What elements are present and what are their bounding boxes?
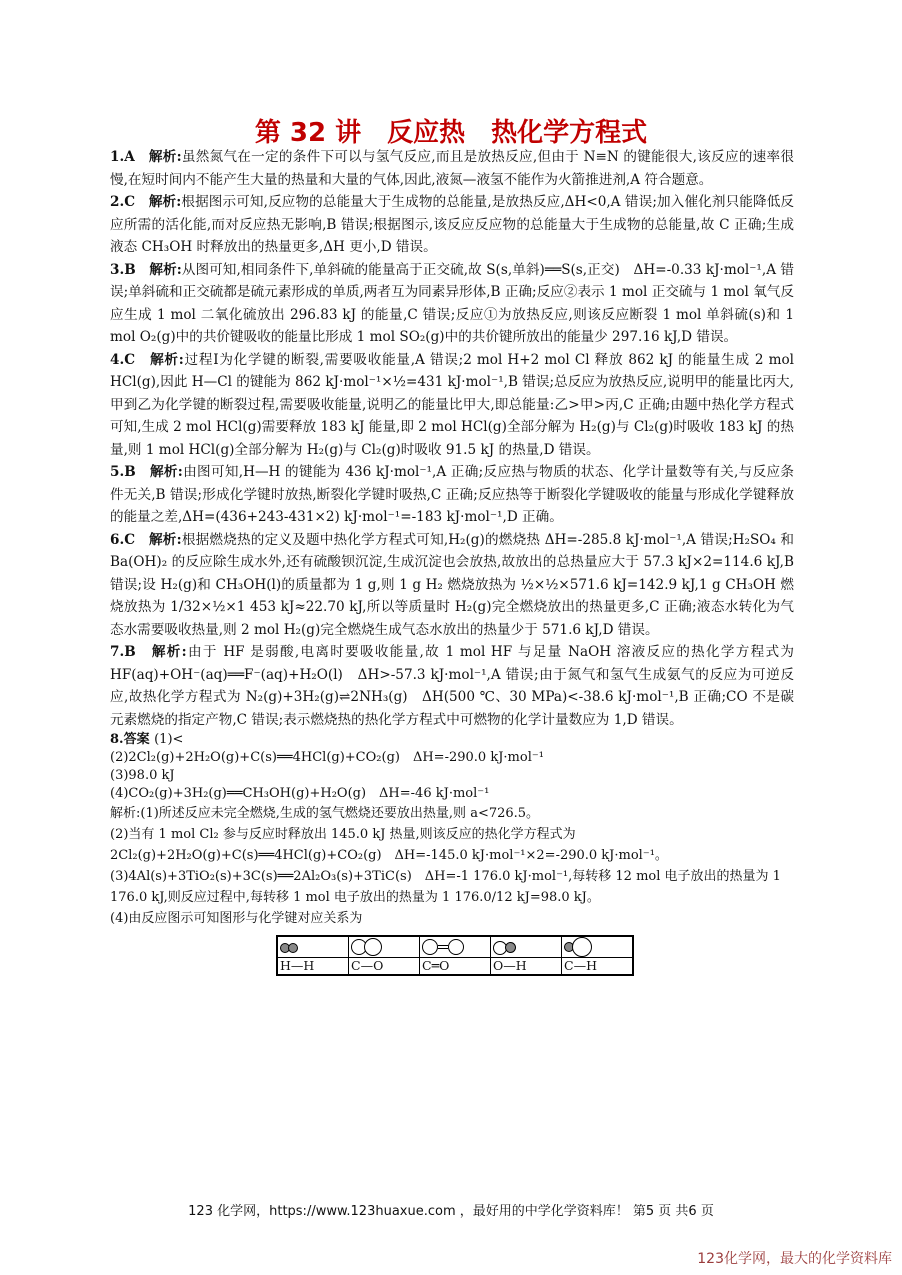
- q8-analysis-4: (3)4Al(s)+3TiO₂(s)+3C(s)══2Al₂O₃(s)+3TiC(s) ΔH=-1 176.0 kJ·mol⁻¹,每转移 12 mol 电子放出的热量为 1 176.0 kJ,则反应过程中,每转移 1 mol 电子放出的热量为 1 176.0/12 kJ=98.0 kJ。: [110, 869, 781, 905]
- answer-item-2: 2.C 解析:根据图示可知,反应物的总能量大于生成物的总能量,是放热反应,ΔH<0,A 错误;加入催化剂只能降低反应所需的活化能,而对反应热无影响,B 错误;根据图示,该反应反应物的总能量大于生成物的总能量,故 C 正确;生成液态 CH₃OH 时释放出的热量更多,ΔH 更小,D 错误。: [110, 194, 794, 255]
- answer-item-1: 1.A 解析:虽然氮气在一定的条件下可以与氢气反应,而且是放热反应,但由于 N≡N 的键能很大,该反应的速率很慢,在短时间内不能产生大量的热量和大量的气体,因此,液氮—液氢不能作为火箭推进剂,A 符合题意。: [110, 149, 794, 188]
- bond-label: C—H: [562, 958, 634, 976]
- c-h-molecule-icon: [562, 936, 634, 958]
- content: [110, 146, 794, 976]
- q8-answer-4: (4)CO₂(g)+3H₂(g)══CH₃OH(g)+H₂O(g) ΔH=-46 kJ·mol⁻¹: [110, 786, 490, 801]
- bond-label: C—O: [349, 958, 420, 976]
- page-footer: 123 化学网，https://www.123huaxue.com ，最好用的中学化学资料库！ 第5 页 共6 页: [188, 1204, 714, 1219]
- c-o-molecule-icon: [349, 936, 420, 958]
- answer-item-3: 3.B 解析:从图可知,相同条件下,单斜硫的能量高于正交硫,故 S(s,单斜)══S(s,正交) ΔH=-0.33 kJ·mol⁻¹,A 错误;单斜硫和正交硫都是硫元素形成的单质,两者互为同素异形体,B 正确;反应②表示 1 mol 正交硫与 1 mol 氧气反应生成 1 mol 二氧化硫放出 296.83 kJ 的能量,C 错误;反应①为放热反应,则该反应断裂 1 mol 单斜硫(s)和 1 mol O₂(g)中的共价键吸收的能量比形成 1 mol SO₂(g)中的共价键所放出的能量少 297.16 kJ,D 错误。: [110, 261, 794, 345]
- q8-analysis-1: 解析:(1)所述反应未完全燃烧,生成的氢气燃烧还要放出热量,则 a<726.5。: [110, 806, 540, 821]
- bond-label: C═O: [420, 958, 491, 976]
- bond-label: H—H: [277, 958, 349, 976]
- answer-item-4: 4.C 解析:过程Ⅰ为化学键的断裂,需要吸收能量,A 错误;2 mol H+2 mol Cl 释放 862 kJ 的能量生成 2 mol HCl(g),因此 H—Cl 的键能为 862 kJ·mol⁻¹×½=431 kJ·mol⁻¹,B 错误;总反应为放热反应,说明甲的能量比丙大,甲到乙为化学键的断裂过程,需要吸收能量,说明乙的能量比甲大,即总能量:乙>甲>丙,C 正确;由题中热化学方程式可知,生成 2 mol HCl(g)需要释放 183 kJ 能量,即 2 mol HCl(g)全部分解为 H₂(g)与 Cl₂(g)时吸收 183 kJ 的热量,则 1 mol HCl(g)全部分解为 H₂(g)与 Cl₂(g)时吸收 91.5 kJ 的热量,D 错误。: [110, 351, 794, 458]
- page-title: 第 32 讲 反应热 热化学方程式: [254, 118, 648, 148]
- watermark: 123化学网，最大的化学资料库: [697, 1251, 892, 1267]
- q8-answer-3: (3)98.0 kJ: [110, 768, 175, 783]
- o-h-molecule-icon: [491, 936, 562, 958]
- bond-label: O—H: [491, 958, 562, 976]
- q8-analysis-3: 2Cl₂(g)+2H₂O(g)+C(s)══4HCl(g)+CO₂(g) ΔH=-145.0 kJ·mol⁻¹×2=-290.0 kJ·mol⁻¹。: [110, 848, 668, 863]
- q8-heading: 8.答案 (1)<: [110, 732, 184, 747]
- answer-item-7: 7.B 解析:由于 HF 是弱酸,电离时要吸收能量,故 1 mol HF 与足量 NaOH 溶液反应的热化学方程式为 HF(aq)+OH⁻(aq)══F⁻(aq)+H₂O(l) ΔH>-57.3 kJ·mol⁻¹,A 错误;由于氮气和氢气生成氨气的反应为可逆反应,故热化学方程式为 N₂(g)+3H₂(g)⇌2NH₃(g) ΔH(500 ℃、30 MPa)<-38.6 kJ·mol⁻¹,B 正确;CO 不是碳元素燃烧的指定产物,C 错误;表示燃烧热的热化学方程式中可燃物的化学计量数应为 1,D 错误。: [110, 644, 794, 728]
- answer-item-6: 6.C 解析:根据燃烧热的定义及题中热化学方程式可知,H₂(g)的燃烧热 ΔH=-285.8 kJ·mol⁻¹,A 错误;H₂SO₄ 和 Ba(OH)₂ 的反应除生成水外,还有硫酸钡沉淀,生成沉淀也会放热,故放出的总热量应大于 57.3 kJ×2=114.6 kJ,B 错误;设 H₂(g)和 CH₃OH(l)的质量都为 1 g,则 1 g H₂ 燃烧放热为 ½×½×571.6 kJ=142.9 kJ,1 g CH₃OH 燃烧放热为 1/32×½×1 453 kJ≈22.70 kJ,所以等质量时 H₂(g)完全燃烧放出的热量更多,C 正确;液态水转化为气态水需要吸收热量,则 2 mol H₂(g)完全燃烧生成气态水放出的热量少于 571.6 kJ,D 错误。: [110, 531, 794, 638]
- answer-item-5: 5.B 解析:由图可知,H—H 的键能为 436 kJ·mol⁻¹,A 正确;反应热与物质的状态、化学计量数等有关,与反应条件无关,B 错误;形成化学键时放热,断裂化学键时吸热,C 正确;反应热等于断裂化学键吸收的能量与形成化学键释放的能量之差,ΔH=(436+243-431×2) kJ·mol⁻¹=-183 kJ·mol⁻¹,D 正确。: [110, 464, 794, 525]
- bond-table: [276, 935, 634, 976]
- q8-answer-2: (2)2Cl₂(g)+2H₂O(g)+C(s)══4HCl(g)+CO₂(g) ΔH=-290.0 kJ·mol⁻¹: [110, 750, 544, 765]
- q8-analysis-5: (4)由反应图示可知图形与化学键对应关系为: [110, 911, 363, 926]
- c-double-o-molecule-icon: [420, 936, 491, 958]
- answer-item-8: [110, 731, 794, 976]
- q8-analysis-2: (2)当有 1 mol Cl₂ 参与反应时释放出 145.0 kJ 热量,则该反应的热化学方程式为: [110, 827, 576, 842]
- h-h-molecule-icon: [277, 936, 349, 958]
